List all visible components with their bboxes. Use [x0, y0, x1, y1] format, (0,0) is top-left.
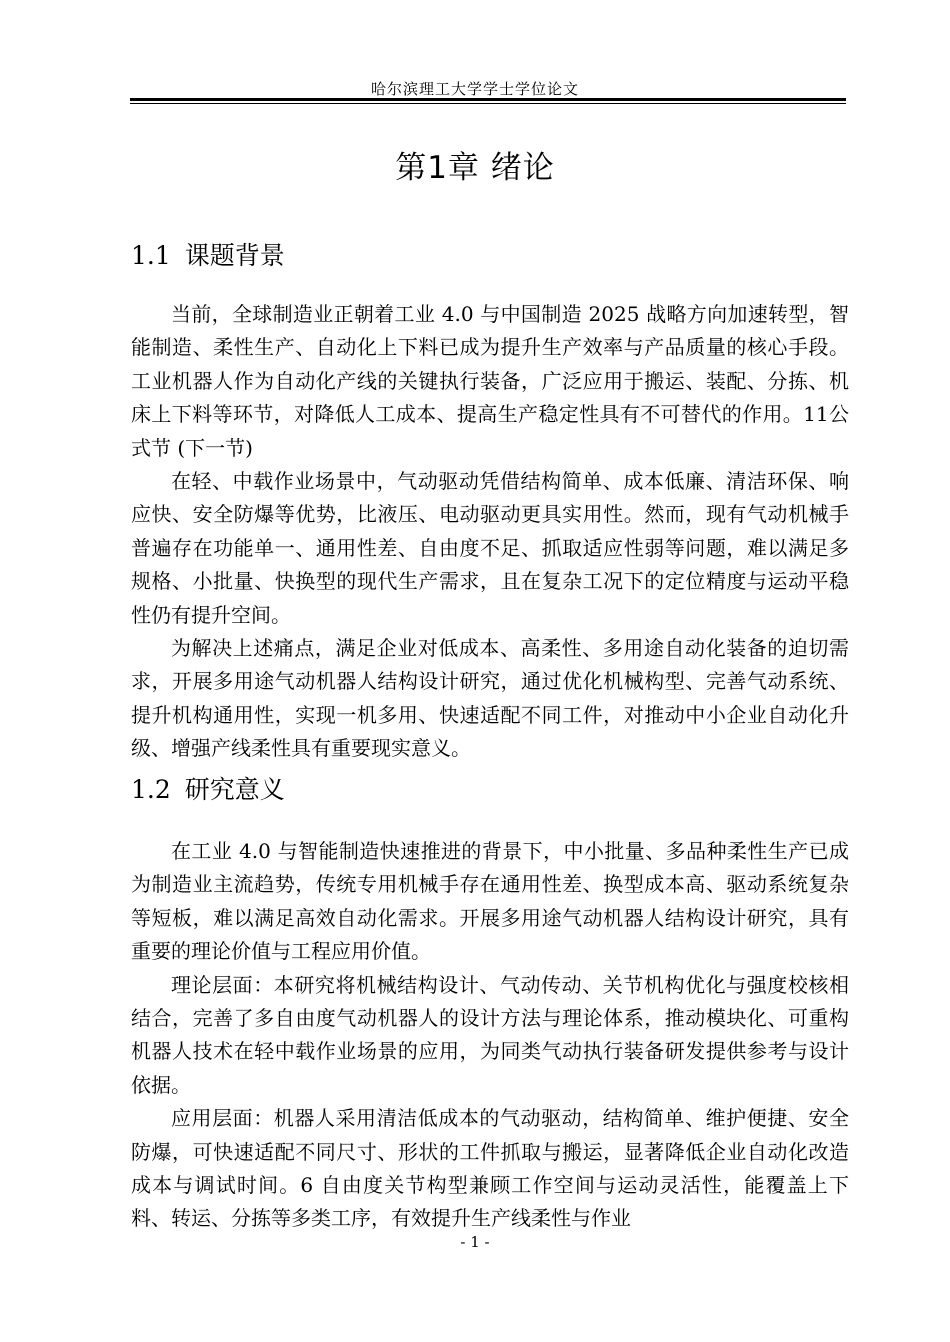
- paragraph: 当前，全球制造业正朝着工业 4.0 与中国制造 2025 战略方向加速转型，智能制造、柔性生产、自动化上下料已成为提升生产效率与产品质量的核心手段。工业机器人作为自动化产线的关键执行装备，广泛应用于搬运、装配、分拣、机床上下料等环节，对降低人工成本、提高生产稳定性具有不可替代的作用。11公式节 (下一节): [131, 302, 849, 460]
- header-rule: [130, 98, 846, 101]
- section-heading-1-2: [131, 770, 285, 806]
- paragraph: 理论层面：本研究将机械结构设计、气动传动、关节机构优化与强度校核相结合，完善了多自由度气动机器人的设计方法与理论体系，推动模块化、可重构机器人技术在轻中载作业场景的应用，为同类气动执行装备研发提供参考与设计依据。: [131, 972, 849, 1097]
- section-number: 1.2: [131, 775, 171, 804]
- section-title: 课题背景: [184, 241, 285, 270]
- paragraph: 为解决上述痛点，满足企业对低成本、高柔性、多用途自动化装备的迫切需求，开展多用途气动机器人结构设计研究，通过优化机械构型、完善气动系统、提升机构通用性，实现一机多用、快速适配不同工件，对推动中小企业自动化升级、增强产线柔性具有重要现实意义。: [131, 636, 849, 761]
- running-header: 哈尔滨理工大学学士学位论文: [370, 80, 579, 98]
- section-number: 1.1: [131, 241, 171, 270]
- paragraph: 在工业 4.0 与智能制造快速推进的背景下，中小批量、多品种柔性生产已成为制造业主流趋势，传统专用机械手存在通用性差、换型成本高、驱动系统复杂等短板，难以满足高效自动化需求。开展多用途气动机器人结构设计研究，具有重要的理论价值与工程应用价值。: [131, 839, 849, 964]
- section-1-1-body: [131, 298, 849, 766]
- section-heading-1-1: [131, 236, 285, 272]
- paragraph: 在轻、中载作业场景中，气动驱动凭借结构简单、成本低廉、清洁环保、响应快、安全防爆等优势，比液压、电动驱动更具实用性。然而，现有气动机械手普遍存在功能单一、通用性差、自由度不足、抓取适应性弱等问题，难以满足多规格、小批量、快换型的现代生产需求，且在复杂工况下的定位精度与运动平稳性仍有提升空间。: [131, 469, 849, 627]
- header-rule-thin: [130, 103, 846, 104]
- section-title: 研究意义: [184, 775, 285, 804]
- paragraph: 应用层面：机器人采用清洁低成本的气动驱动，结构简单、维护便捷、安全防爆，可快速适配不同尺寸、形状的工件抓取与搬运，显著降低企业自动化改造成本与调试时间。6 自由度关节构型兼顾工作空间与运动灵活性，能覆盖上下料、转运、分拣等多类工序，有效提升生产线柔性与作业: [131, 1106, 849, 1231]
- page-number: - 1 -: [460, 1233, 490, 1251]
- chapter-title: 第1章 绪论: [395, 150, 555, 186]
- section-1-2-body: [131, 835, 849, 1236]
